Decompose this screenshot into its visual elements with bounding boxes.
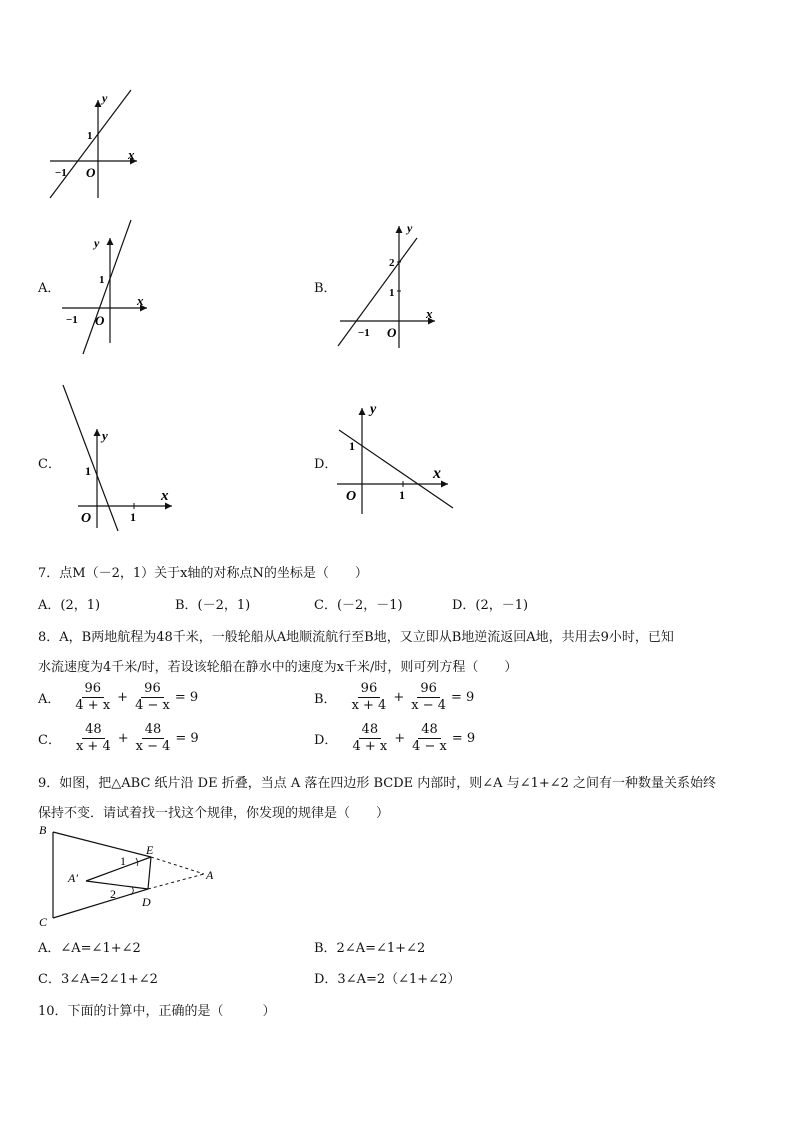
x-label: x [128, 147, 135, 162]
y-tick-label: 1 [349, 439, 355, 453]
function-line [63, 385, 118, 531]
option-b-label: B． [314, 281, 337, 296]
q9-line1: 9．如图，把△ABC 纸片沿 DE 折叠，当点 A 落在四边形 BCDE 内部时，则∠A 与∠1+∠2 之间有一种数量关系始终 [38, 776, 717, 791]
q9-option-b: B．2∠A=∠1+∠2 [314, 941, 426, 956]
svg-text:2: 2 [110, 887, 116, 901]
q9-line2: 保持不变．请试着找一找这个规律，你发现的规律是（ ） [38, 806, 390, 821]
y-label: y [102, 428, 108, 443]
q7-option-c: C．(－2，－1) [314, 598, 403, 613]
x-label: x [137, 293, 144, 308]
q8-option-b: B． $\frac{96}{x + 4}$ + $\frac{96}{x - 4}$ = 9 [314, 681, 475, 713]
q7-option-d: D．(2，－1) [452, 598, 529, 613]
x-label: x [426, 306, 433, 321]
function-line [338, 238, 417, 346]
origin-label: O [95, 313, 105, 328]
function-line [50, 90, 131, 198]
x-tick-label: −1 [55, 167, 67, 179]
graph-b [335, 218, 445, 353]
svg-text:D: D [142, 895, 151, 909]
q9-option-d: D．3∠A=2（∠1+∠2） [314, 972, 461, 987]
svg-text:C: C [39, 915, 48, 929]
svg-text:1: 1 [120, 854, 126, 868]
y-label: y [102, 91, 108, 105]
origin-label: O [387, 325, 397, 340]
q8-option-d: D． $\frac{48}{4 + x}$ + $\frac{48}{4 - x}$ = 9 [314, 722, 476, 754]
option-c-label: C． [38, 457, 61, 472]
graph-d [335, 398, 460, 518]
origin-label: O [81, 511, 92, 526]
x-tick-label: 1 [130, 510, 136, 524]
q9-option-a: A．∠A=∠1+∠2 [38, 941, 141, 956]
q7-option-a: A．(2，1) [38, 598, 101, 613]
graph-top [45, 88, 145, 203]
q8-option-c: C． $\frac{48}{x + 4}$ + $\frac{48}{x - 4}$ = 9 [38, 722, 199, 754]
y-tick-2-label: 2 [389, 257, 395, 269]
q9-figure [36, 820, 226, 930]
svg-text:A: A [206, 868, 214, 882]
y-tick-label: 1 [87, 130, 93, 142]
svg-text:B: B [39, 823, 47, 837]
y-tick-label: 1 [85, 464, 91, 478]
q7-text: 7．点M（－2，1）关于x轴的对称点N的坐标是（ ） [38, 566, 368, 581]
x-tick-label: −1 [358, 327, 370, 339]
graph-a [60, 218, 160, 358]
option-d-label: D． [314, 457, 338, 472]
x-tick-label: 1 [399, 488, 405, 502]
y-label: y [94, 236, 100, 250]
y-label: y [407, 221, 413, 235]
origin-label: O [346, 489, 357, 504]
svg-text:A′: A′ [68, 871, 78, 885]
x-label: x [433, 465, 441, 482]
q9-option-c: C．3∠A=2∠1+∠2 [38, 972, 158, 987]
q8-option-a: A． $\frac{96}{4 + x}$ + $\frac{96}{4 - x}$ = 9 [38, 681, 199, 713]
function-line [83, 220, 131, 354]
svg-text:E: E [146, 843, 154, 857]
y-tick-label: 1 [99, 274, 105, 286]
origin-label: O [86, 165, 96, 180]
option-a-label: A． [38, 281, 61, 296]
q10-text: 10．下面的计算中，正确的是（ ） [38, 1004, 276, 1019]
x-tick-label: −1 [66, 314, 78, 326]
q8-line1: 8．A，B两地航程为48千米，一般轮船从A地顺流航行至B地，又立即从B地逆流返回A地，共用去9小时，已知 [38, 630, 674, 645]
q7-option-b: B．(－2，1) [175, 598, 251, 613]
q8-line2: 水流速度为4千米/时，若设该轮船在静水中的速度为x千米/时，则可列方程（ ） [38, 660, 518, 675]
graph-c [60, 383, 180, 533]
y-label: y [370, 402, 377, 417]
x-label: x [161, 488, 169, 504]
y-tick-1-label: 1 [389, 287, 395, 299]
